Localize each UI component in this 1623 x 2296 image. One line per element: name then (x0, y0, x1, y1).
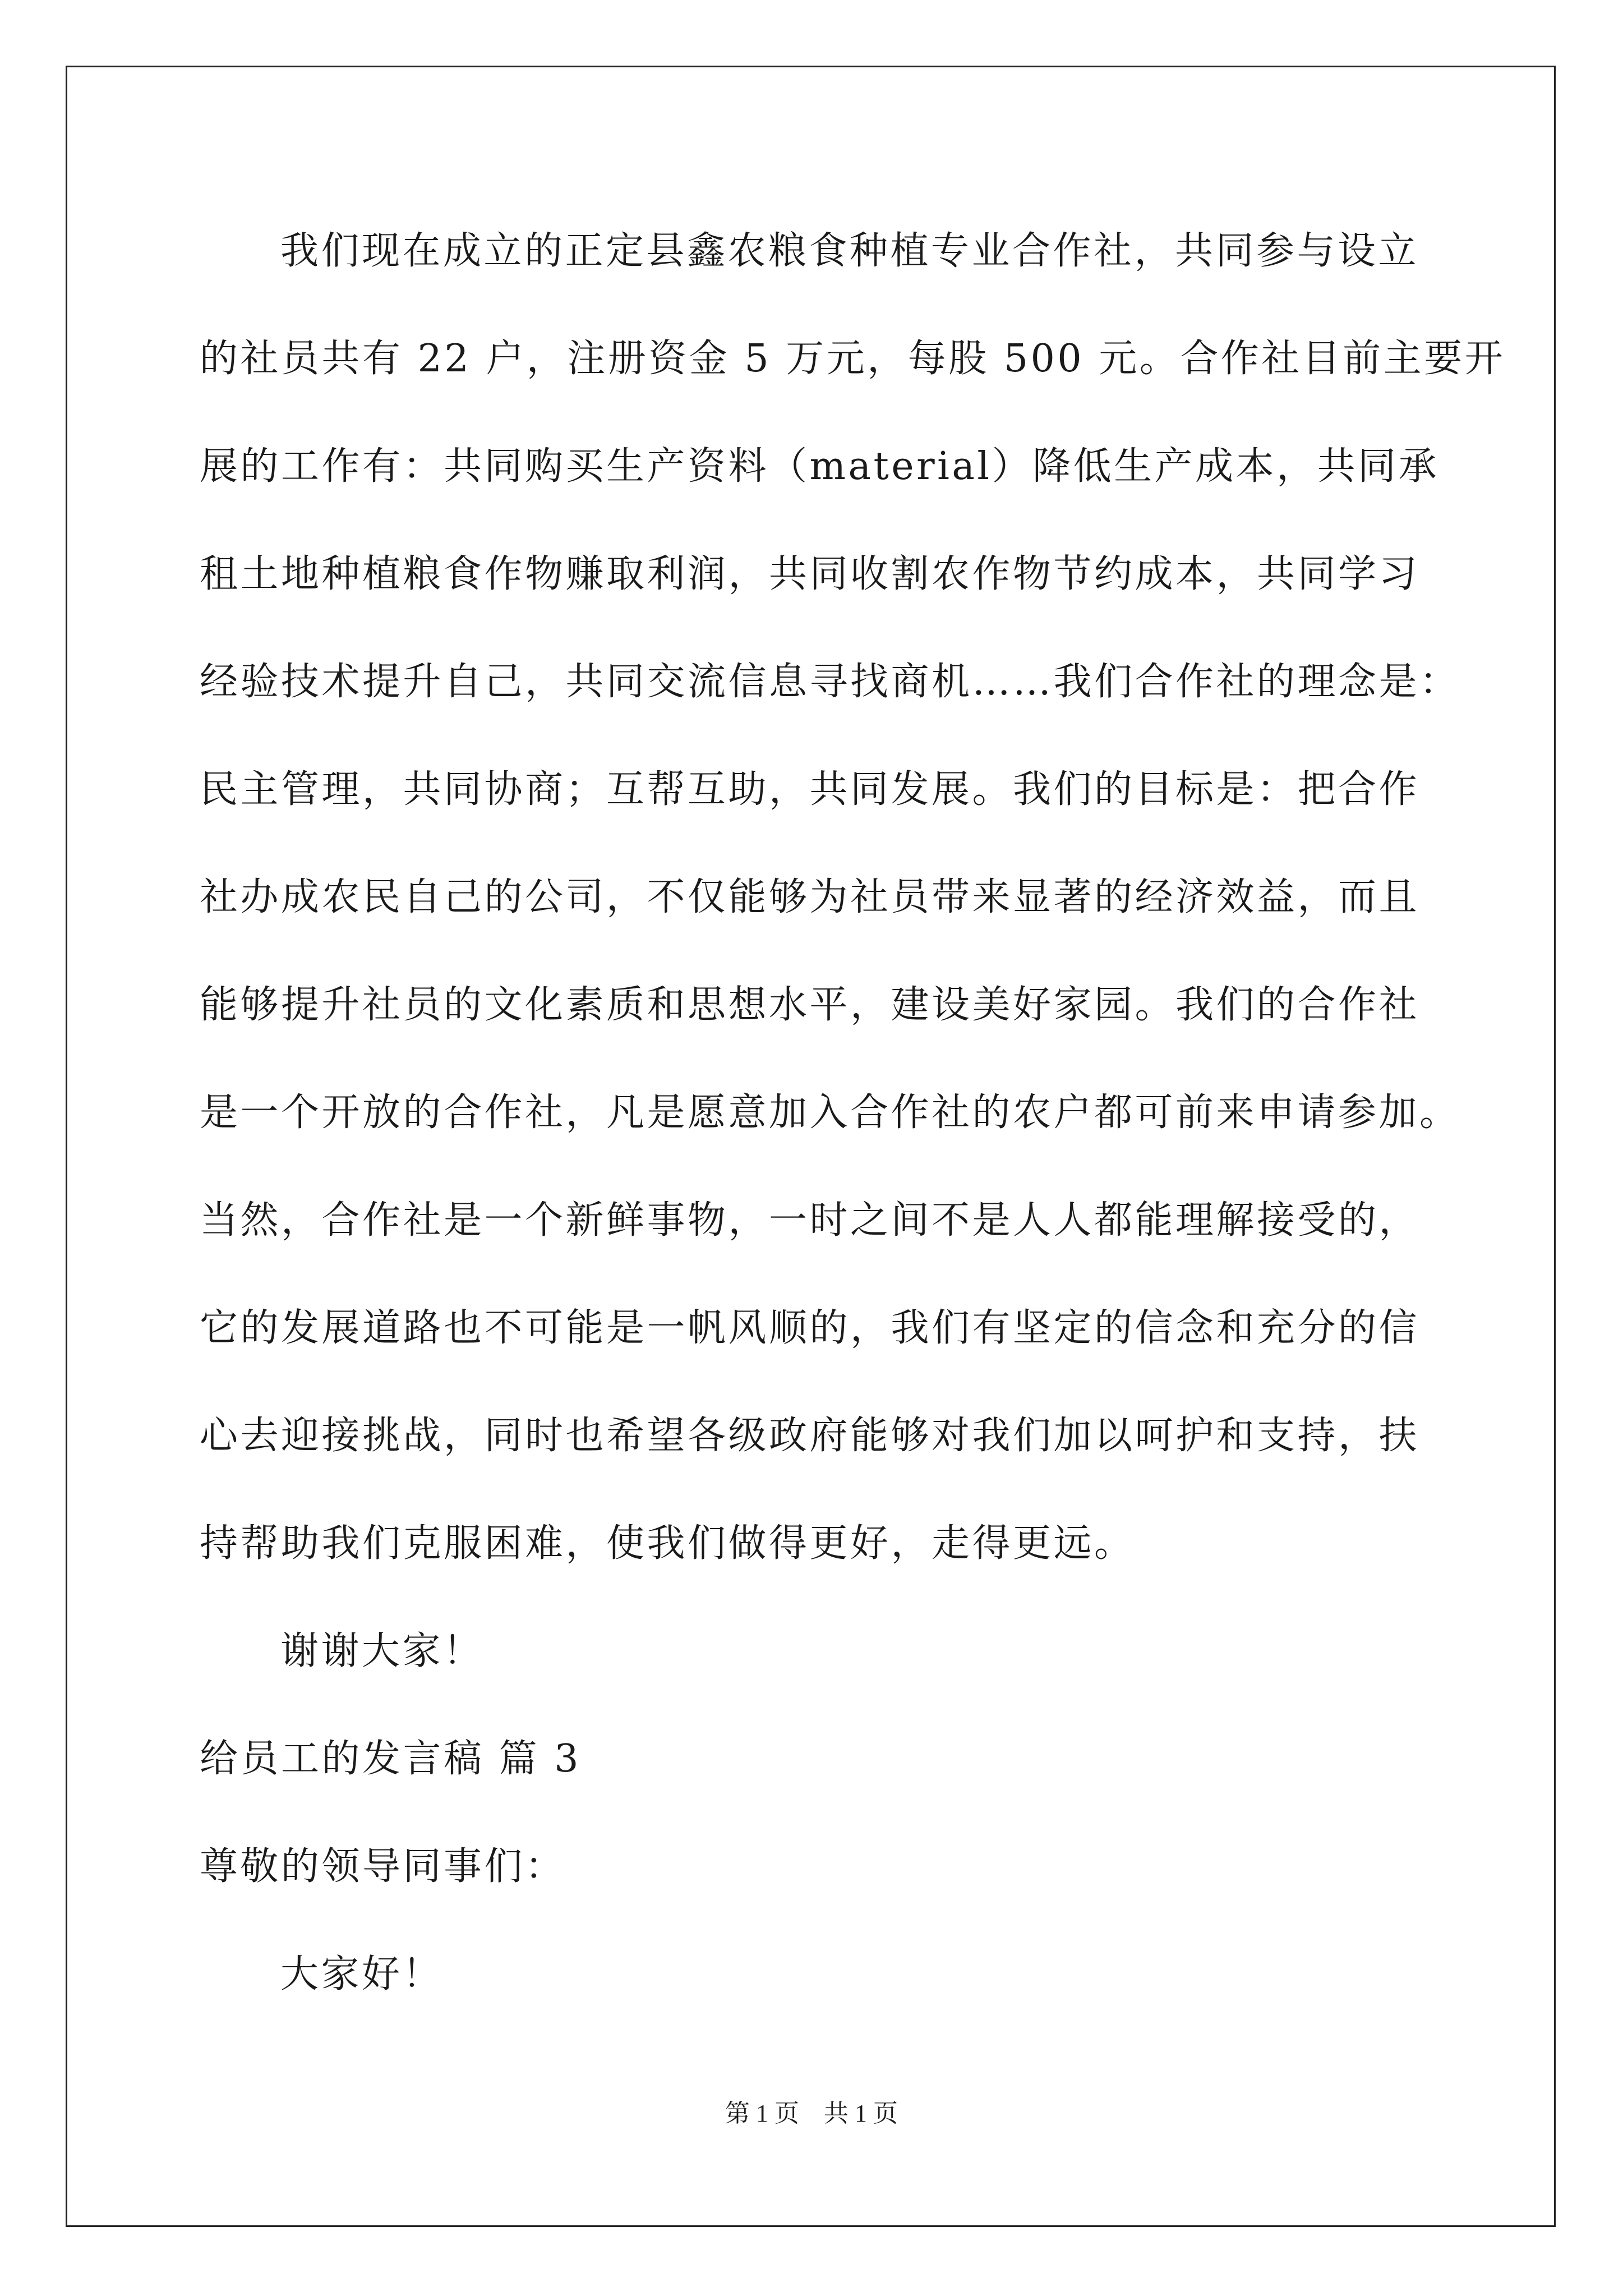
paragraph-line: 社办成农民自己的公司，不仅能够为社员带来显著的经济效益，而且 (200, 875, 1420, 919)
closing-thanks: 谢谢大家！ (280, 1629, 484, 1673)
page-total: 共 1 页 (824, 2100, 898, 2127)
page-number: 第 1 页 (725, 2100, 799, 2127)
section-heading: 给员工的发言稿 篇 3 (200, 1737, 581, 1781)
paragraph-line: 的社员共有 22 户，注册资金 5 万元，每股 500 元。合作社目前主要开 (200, 337, 1506, 381)
page-border (66, 66, 1556, 2227)
paragraph-line: 经验技术提升自己，共同交流信息寻找商机……我们合作社的理念是： (200, 660, 1460, 704)
paragraph-line: 是一个开放的合作社，凡是愿意加入合作社的农户都可前来申请参加。 (200, 1091, 1460, 1135)
paragraph-line: 它的发展道路也不可能是一帆风顺的，我们有坚定的信念和充分的信 (200, 1306, 1420, 1350)
page-footer (0, 2098, 1623, 2129)
paragraph-line: 民主管理，共同协商；互帮互助，共同发展。我们的目标是：把合作 (200, 767, 1420, 812)
paragraph-line: 心去迎接挑战，同时也希望各级政府能够对我们加以呵护和支持，扶 (200, 1414, 1420, 1458)
paragraph-line: 持帮助我们克服困难，使我们做得更好，走得更远。 (200, 1521, 1135, 1566)
paragraph-line: 能够提升社员的文化素质和思想水平，建设美好家园。我们的合作社 (200, 983, 1420, 1027)
salutation: 尊敬的领导同事们： (200, 1844, 566, 1889)
paragraph-line: 租土地种植粮食作物赚取利润，共同收割农作物节约成本，共同学习 (200, 552, 1420, 596)
greeting: 大家好！ (280, 1952, 444, 1996)
paragraph-line: 展的工作有：共同购买生产资料（material）降低生产成本，共同承 (200, 444, 1440, 489)
paragraph-line: 我们现在成立的正定县鑫农粮食种植专业合作社，共同参与设立 (280, 229, 1419, 273)
paragraph-line: 当然，合作社是一个新鲜事物，一时之间不是人人都能理解接受的， (200, 1198, 1420, 1243)
